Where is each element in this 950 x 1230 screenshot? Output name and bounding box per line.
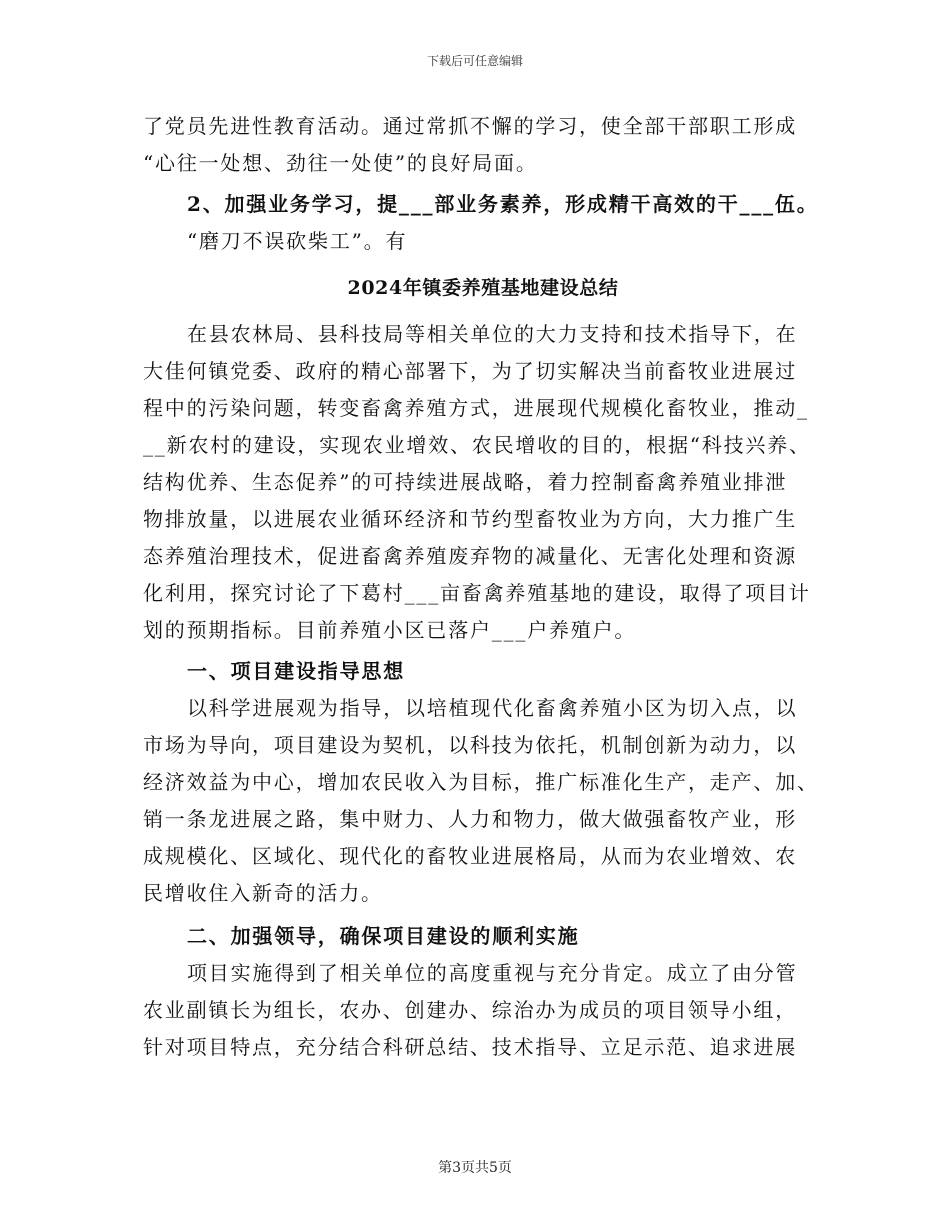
document-body [143, 108, 823, 1066]
paragraph-line: 化利用，探究讨论了下葛村___亩畜禽养殖基地的建设，取得了项目计 [143, 581, 811, 605]
section-heading-leadership: 二、加强领导，确保项目建设的顺利实施 [187, 924, 580, 948]
paragraph-line: 大佳何镇党委、政府的精心部署下，为了切实解决当前畜牧业进展过 [143, 359, 797, 383]
paragraph-line: 项目实施得到了相关单位的高度重视与充分肯定。成立了由分管 [187, 961, 798, 985]
paragraph-line: 针对项目特点，充分结合科研总结、技术指导、立足示范、追求进展 [143, 1035, 797, 1059]
paragraph-line: 态养殖治理技术，促进畜禽养殖废弃物的减量化、无害化处理和资源 [143, 544, 797, 568]
paragraph-line: 农业副镇长为组长，农办、创建办、综治办为成员的项目领导小组， [143, 998, 797, 1022]
paragraph-line: __新农村的建设，实现农业增效、农民增收的目的，根据“科技兴养、 [143, 433, 811, 457]
paragraph-line: 在县农林局、县科技局等相关单位的大力支持和技术指导下，在 [187, 322, 798, 346]
paragraph-line: 以科学进展观为指导，以培植现代化畜禽养殖小区为切入点，以 [187, 696, 798, 720]
section-heading-guiding-ideology: 一、项目建设指导思想 [187, 659, 405, 683]
paragraph-line: “磨刀不误砍柴工”。有 [187, 229, 408, 253]
paragraph-line: “心往一处想、劲往一处使”的良好局面。 [143, 151, 538, 175]
page-header-note: 下载后可任意编辑 [426, 54, 523, 68]
paragraph-line: 划的预期指标。目前养殖小区已落户___户养殖户。 [143, 618, 637, 642]
paragraph-line: 销一条龙进展之路，集中财力、人力和物力，做大做强畜牧产业，形 [143, 807, 797, 831]
paragraph-line: 经济效益为中心，增加农民收入为目标，推广标准化生产，走产、加、 [143, 770, 819, 794]
paragraph-line: 了党员先进性教育活动。通过常抓不懈的学习，使全部干部职工形成 [143, 114, 797, 138]
paragraph-line: 市场为导向，项目建设为契机，以科技为依托，机制创新为动力，以 [143, 733, 797, 757]
page-number: 第3页共5页 [438, 1160, 512, 1176]
paragraph-line: 民增收住入新奇的活力。 [143, 881, 383, 905]
paragraph-line: 成规模化、区域化、现代化的畜牧业进展格局，从而为农业增效、农 [143, 844, 797, 868]
paragraph-line: 程中的污染问题，转变畜禽养殖方式，进展现代规模化畜牧业，推动_ [143, 396, 809, 420]
document-title: 2024年镇委养殖基地建设总结 [347, 277, 619, 299]
subheading-business-study: 2、加强业务学习，提___部业务素养，形成精干高效的干___伍。 [187, 192, 819, 216]
paragraph-line: 物排放量，以进展农业循环经济和节约型畜牧业为方向，大力推广生 [143, 507, 797, 531]
paragraph-line: 结构优养、生态促养”的可持续进展战略，着力控制畜禽养殖业排泄 [143, 470, 788, 494]
